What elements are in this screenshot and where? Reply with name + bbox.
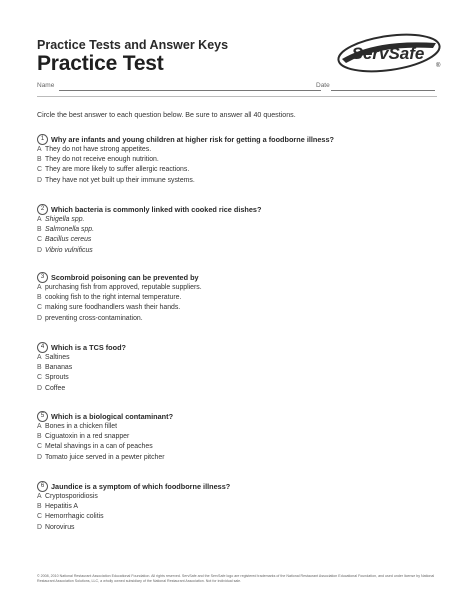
option-letter: C [37, 443, 42, 451]
option-letter: A [37, 493, 42, 500]
question-header [37, 342, 447, 354]
question-4 [37, 342, 447, 395]
question-2 [37, 204, 447, 257]
option-text: Norovirus [45, 523, 75, 531]
question-3 [37, 272, 447, 325]
option-letter: D [37, 523, 42, 531]
answer-option[interactable] [37, 423, 447, 433]
option-text: Bones in a chicken fillet [45, 423, 118, 430]
option-text: making sure foodhandlers wash their hands. [45, 304, 181, 312]
option-text: purchasing fish from approved, reputable suppliers. [45, 284, 202, 291]
question-number: 5 [37, 411, 48, 422]
question-5 [37, 411, 447, 464]
option-letter: C [37, 374, 42, 382]
servsafe-logo [336, 33, 442, 73]
option-text: Salmonella spp. [45, 226, 95, 234]
option-text: cooking fish to the right internal temperature. [45, 294, 182, 302]
answer-option[interactable] [37, 433, 447, 443]
option-letter: B [37, 364, 42, 372]
answer-option[interactable] [37, 454, 447, 464]
logo-registered-mark: ® [436, 63, 441, 69]
option-text: Sprouts [45, 374, 69, 382]
logo-text: ServSafe [351, 44, 425, 63]
option-text: Saltines [45, 354, 70, 361]
date-label: Date [316, 82, 330, 89]
question-6 [37, 481, 447, 534]
header-subtitle: Practice Tests and Answer Keys [37, 38, 229, 52]
name-date-row [37, 82, 435, 94]
option-letter: C [37, 513, 42, 521]
date-field[interactable] [331, 90, 435, 91]
question-number: 4 [37, 342, 48, 353]
option-text: Tomato juice served in a pewter pitcher [45, 453, 165, 461]
option-text: Hemorrhagic colitis [45, 513, 104, 521]
answer-option[interactable] [37, 156, 447, 166]
option-letter: A [37, 354, 42, 361]
option-text: Hepatitis A [45, 503, 78, 511]
page-title: Practice Test [37, 52, 164, 75]
option-letter: C [37, 236, 42, 244]
question-header [37, 411, 447, 423]
question-number: 6 [37, 481, 48, 492]
option-text: Bacillus cereus [45, 236, 92, 244]
option-text: Cryptosporidiosis [45, 493, 98, 500]
question-header [37, 134, 447, 146]
question-text: Which is a TCS food? [51, 343, 126, 352]
option-text: Coffee [45, 384, 66, 392]
option-text: Ciguatoxin in a red snapper [45, 433, 130, 441]
option-letter: C [37, 166, 42, 174]
question-1 [37, 134, 447, 187]
answer-option[interactable] [37, 177, 447, 187]
option-letter: A [37, 284, 42, 291]
option-letter: C [37, 304, 42, 312]
option-letter: B [37, 294, 42, 302]
option-letter: A [37, 146, 42, 153]
question-header [37, 481, 447, 493]
option-text: Shigella spp. [45, 216, 85, 223]
page-header [0, 0, 474, 108]
question-number: 1 [37, 134, 48, 145]
question-text: Scombroid poisoning can be prevented by [51, 273, 199, 282]
option-letter: D [37, 384, 42, 392]
name-label: Name [37, 82, 55, 89]
question-header [37, 204, 447, 216]
question-text: Which bacteria is commonly linked with cooked rice dishes? [51, 205, 262, 214]
option-text: Metal shavings in a can of peaches [45, 443, 153, 451]
answer-option[interactable] [37, 513, 447, 523]
header-divider [37, 96, 437, 97]
answer-option[interactable] [37, 385, 447, 395]
answer-option[interactable] [37, 443, 447, 453]
option-letter: D [37, 246, 42, 254]
answer-option[interactable] [37, 236, 447, 246]
option-text: Bananas [45, 364, 73, 372]
option-text: They are more likely to suffer allergic reactions. [45, 166, 190, 174]
answer-option[interactable] [37, 354, 447, 364]
option-letter: B [37, 156, 42, 164]
answer-option[interactable] [37, 146, 447, 156]
option-text: They do not have strong appetites. [45, 146, 152, 153]
question-header [37, 272, 447, 284]
question-text: Which is a biological contaminant? [51, 412, 174, 421]
option-text: Vibrio vulnificus [45, 246, 93, 254]
option-text: preventing cross-contamination. [45, 314, 143, 322]
option-text: They have not yet built up their immune systems. [45, 176, 195, 184]
answer-option[interactable] [37, 374, 447, 384]
option-letter: D [37, 453, 42, 461]
copyright-footer: © 2008, 2010 National Restaurant Association Educational Foundation. All rights reserved. ServSafe and the ServSafe logo are registered trademarks of the National Restaurant Association Educational Foundation, and used under license by National Restaurant Association Solutions, LLC, a wholly owned subsidiary of the National Restaurant Association. Not for individual sale. [37, 574, 435, 583]
answer-option[interactable] [37, 315, 447, 325]
option-letter: A [37, 216, 42, 223]
instructions: Circle the best answer to each question below. Be sure to answer all 40 questions. [37, 111, 296, 119]
option-text: They do not receive enough nutrition. [45, 156, 159, 164]
option-letter: B [37, 226, 42, 234]
question-number: 3 [37, 272, 48, 283]
name-field[interactable] [59, 90, 321, 91]
option-letter: A [37, 423, 42, 430]
option-letter: D [37, 314, 42, 322]
answer-option[interactable] [37, 503, 447, 513]
answer-option[interactable] [37, 247, 447, 257]
answer-option[interactable] [37, 226, 447, 236]
answer-option[interactable] [37, 166, 447, 176]
answer-option[interactable] [37, 364, 447, 374]
answer-option[interactable] [37, 216, 447, 226]
answer-option[interactable] [37, 294, 447, 304]
answer-option[interactable] [37, 493, 447, 503]
question-number: 2 [37, 204, 48, 215]
option-letter: B [37, 503, 42, 511]
answer-option[interactable] [37, 304, 447, 314]
answer-option[interactable] [37, 524, 447, 534]
option-letter: D [37, 176, 42, 184]
question-text: Why are infants and young children at higher risk for getting a foodborne illness? [51, 135, 334, 144]
question-text: Jaundice is a symptom of which foodborne illness? [51, 482, 231, 491]
option-letter: B [37, 433, 42, 441]
answer-option[interactable] [37, 284, 447, 294]
